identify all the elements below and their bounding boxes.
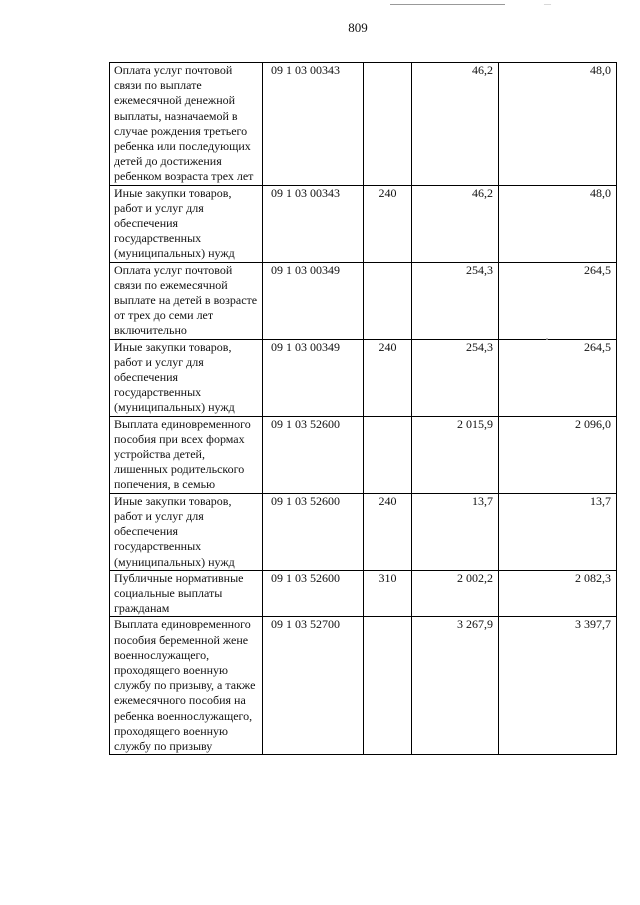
row-type bbox=[364, 63, 412, 186]
row-code: 09 1 03 52700 bbox=[263, 617, 364, 755]
row-value-1: 3 267,9 bbox=[412, 617, 499, 755]
row-code: 09 1 03 52600 bbox=[263, 493, 364, 570]
scan-mark: — bbox=[544, 0, 551, 8]
row-value-1: 2 015,9 bbox=[412, 416, 499, 493]
row-value-1: 254,3 bbox=[412, 262, 499, 339]
row-type bbox=[364, 416, 412, 493]
row-name: Выплата единовременного пособия при всех формах устройства детей, лишенных родительского попечения, в семью bbox=[110, 416, 263, 493]
row-value-2: 2 082,3 bbox=[499, 570, 617, 617]
table-row bbox=[110, 339, 617, 416]
row-value-2: 2 096,0 bbox=[499, 416, 617, 493]
row-type bbox=[364, 262, 412, 339]
row-type: 240 bbox=[364, 493, 412, 570]
row-name: Публичные нормативные социальные выплаты гражданам bbox=[110, 570, 263, 617]
scan-top-line bbox=[390, 4, 505, 5]
row-code: 09 1 03 52600 bbox=[263, 416, 364, 493]
table-row bbox=[110, 185, 617, 262]
page-number: 809 bbox=[348, 20, 368, 35]
row-value-2: 264,5 bbox=[499, 262, 617, 339]
row-name: Оплата услуг почтовой связи по выплате ежемесячной денежной выплаты, назначаемой в случае рождения третьего ребенка или последующих детей до достижения ребенком возраста трех лет bbox=[110, 63, 263, 186]
table-row bbox=[110, 262, 617, 339]
table-row bbox=[110, 570, 617, 617]
row-value-1: 46,2 bbox=[412, 63, 499, 186]
row-value-1: 13,7 bbox=[412, 493, 499, 570]
row-code: 09 1 03 00349 bbox=[263, 262, 364, 339]
row-value-2: 48,0 bbox=[499, 185, 617, 262]
row-type: 240 bbox=[364, 339, 412, 416]
row-code: 09 1 03 00343 bbox=[263, 185, 364, 262]
row-type: 310 bbox=[364, 570, 412, 617]
table-row bbox=[110, 416, 617, 493]
row-value-2: 264,5 bbox=[499, 339, 617, 416]
row-code: 09 1 03 00343 bbox=[263, 63, 364, 186]
row-code: 09 1 03 00349 bbox=[263, 339, 364, 416]
row-name: Оплата услуг почтовой связи по ежемесячной выплате на детей в возрасте от трех до семи лет включительно bbox=[110, 262, 263, 339]
table-row bbox=[110, 617, 617, 755]
scan-speck bbox=[546, 338, 548, 340]
table-row bbox=[110, 493, 617, 570]
row-value-1: 254,3 bbox=[412, 339, 499, 416]
row-type: 240 bbox=[364, 185, 412, 262]
table-row bbox=[110, 63, 617, 186]
row-name: Выплата единовременного пособия беременной жене военнослужащего, проходящего военную службу по призыву, а также ежемесячного пособия на ребенка военнослужащего, проходящего военную службу по призыву bbox=[110, 617, 263, 755]
row-name: Иные закупки товаров, работ и услуг для обеспечения государственных (муниципальных) нужд bbox=[110, 339, 263, 416]
row-value-2: 3 397,7 bbox=[499, 617, 617, 755]
row-type bbox=[364, 617, 412, 755]
row-value-1: 46,2 bbox=[412, 185, 499, 262]
row-name: Иные закупки товаров, работ и услуг для обеспечения государственных (муниципальных) нужд bbox=[110, 493, 263, 570]
row-value-2: 48,0 bbox=[499, 63, 617, 186]
row-value-1: 2 002,2 bbox=[412, 570, 499, 617]
budget-table bbox=[109, 62, 617, 755]
row-value-2: 13,7 bbox=[499, 493, 617, 570]
row-code: 09 1 03 52600 bbox=[263, 570, 364, 617]
row-name: Иные закупки товаров, работ и услуг для обеспечения государственных (муниципальных) нужд bbox=[110, 185, 263, 262]
